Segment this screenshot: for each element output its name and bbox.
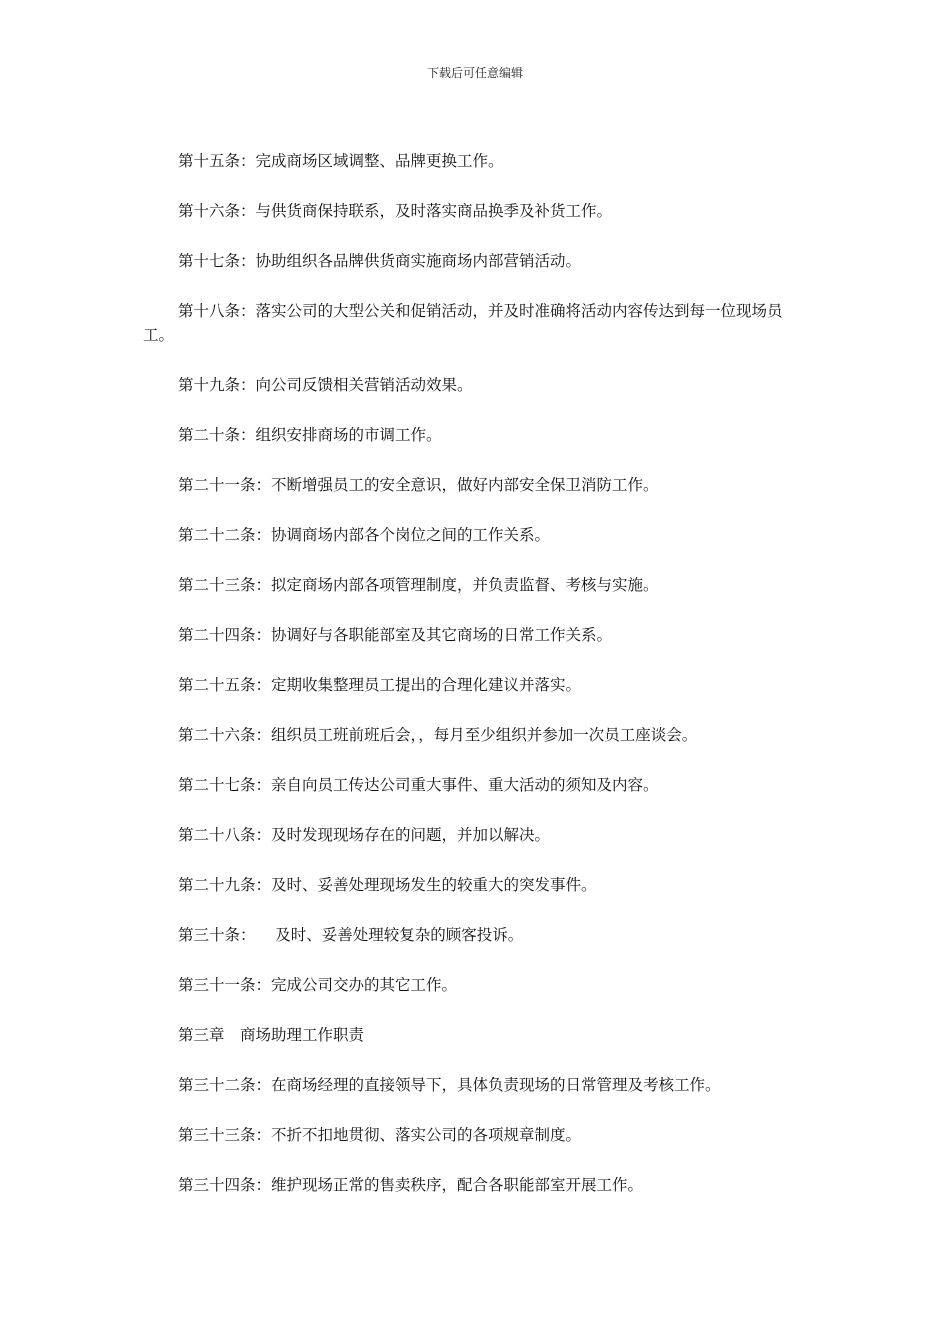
article-20: 第二十条：组织安排商场的市调工作。 xyxy=(178,426,442,444)
article-26: 第二十六条：组织员工班前班后会，，每月至少组织并参加一次员工座谈会。 xyxy=(178,726,698,744)
article-21: 第二十一条：不断增强员工的安全意识，做好内部安全保卫消防工作。 xyxy=(178,476,659,494)
article-25: 第二十五条：定期收集整理员工提出的合理化建议并落实。 xyxy=(178,676,582,694)
article-28: 第二十八条：及时发现现场存在的问题，并加以解决。 xyxy=(178,826,551,844)
article-19: 第十九条：向公司反馈相关营销活动效果。 xyxy=(178,376,473,394)
document-body xyxy=(143,149,811,1223)
article-15: 第十五条：完成商场区域调整、品牌更换工作。 xyxy=(178,152,504,170)
article-24: 第二十四条：协调好与各职能部室及其它商场的日常工作关系。 xyxy=(178,626,613,644)
article-34: 第三十四条：维护现场正常的售卖秩序，配合各职能部室开展工作。 xyxy=(178,1176,644,1194)
article-17: 第十七条：协助组织各品牌供货商实施商场内部营销活动。 xyxy=(178,252,582,270)
chapter-3-heading: 第三章 商场助理工作职责 xyxy=(178,1026,365,1044)
article-29: 第二十九条：及时、妥善处理现场发生的较重大的突发事件。 xyxy=(178,876,597,894)
article-22: 第二十二条：协调商场内部各个岗位之间的工作关系。 xyxy=(178,526,551,544)
article-30: 第三十条： 及时、妥善处理较复杂的顾客投诉。 xyxy=(178,926,524,944)
article-27: 第二十七条：亲自向员工传达公司重大事件、重大活动的须知及内容。 xyxy=(178,776,659,794)
article-23: 第二十三条：拟定商场内部各项管理制度，并负责监督、考核与实施。 xyxy=(178,576,659,594)
article-32: 第三十二条：在商场经理的直接领导下，具体负责现场的日常管理及考核工作。 xyxy=(178,1076,721,1094)
page-header: 下载后可任意编辑 xyxy=(426,66,523,80)
article-33: 第三十三条：不折不扣地贯彻、落实公司的各项规章制度。 xyxy=(178,1126,582,1144)
article-18: 第十八条：落实公司的大型公关和促销活动，并及时准确将活动内容传达到每一位现场员工。 xyxy=(143,302,783,344)
article-31: 第三十一条：完成公司交办的其它工作。 xyxy=(178,976,458,994)
article-16: 第十六条：与供货商保持联系，及时落实商品换季及补货工作。 xyxy=(178,202,613,220)
